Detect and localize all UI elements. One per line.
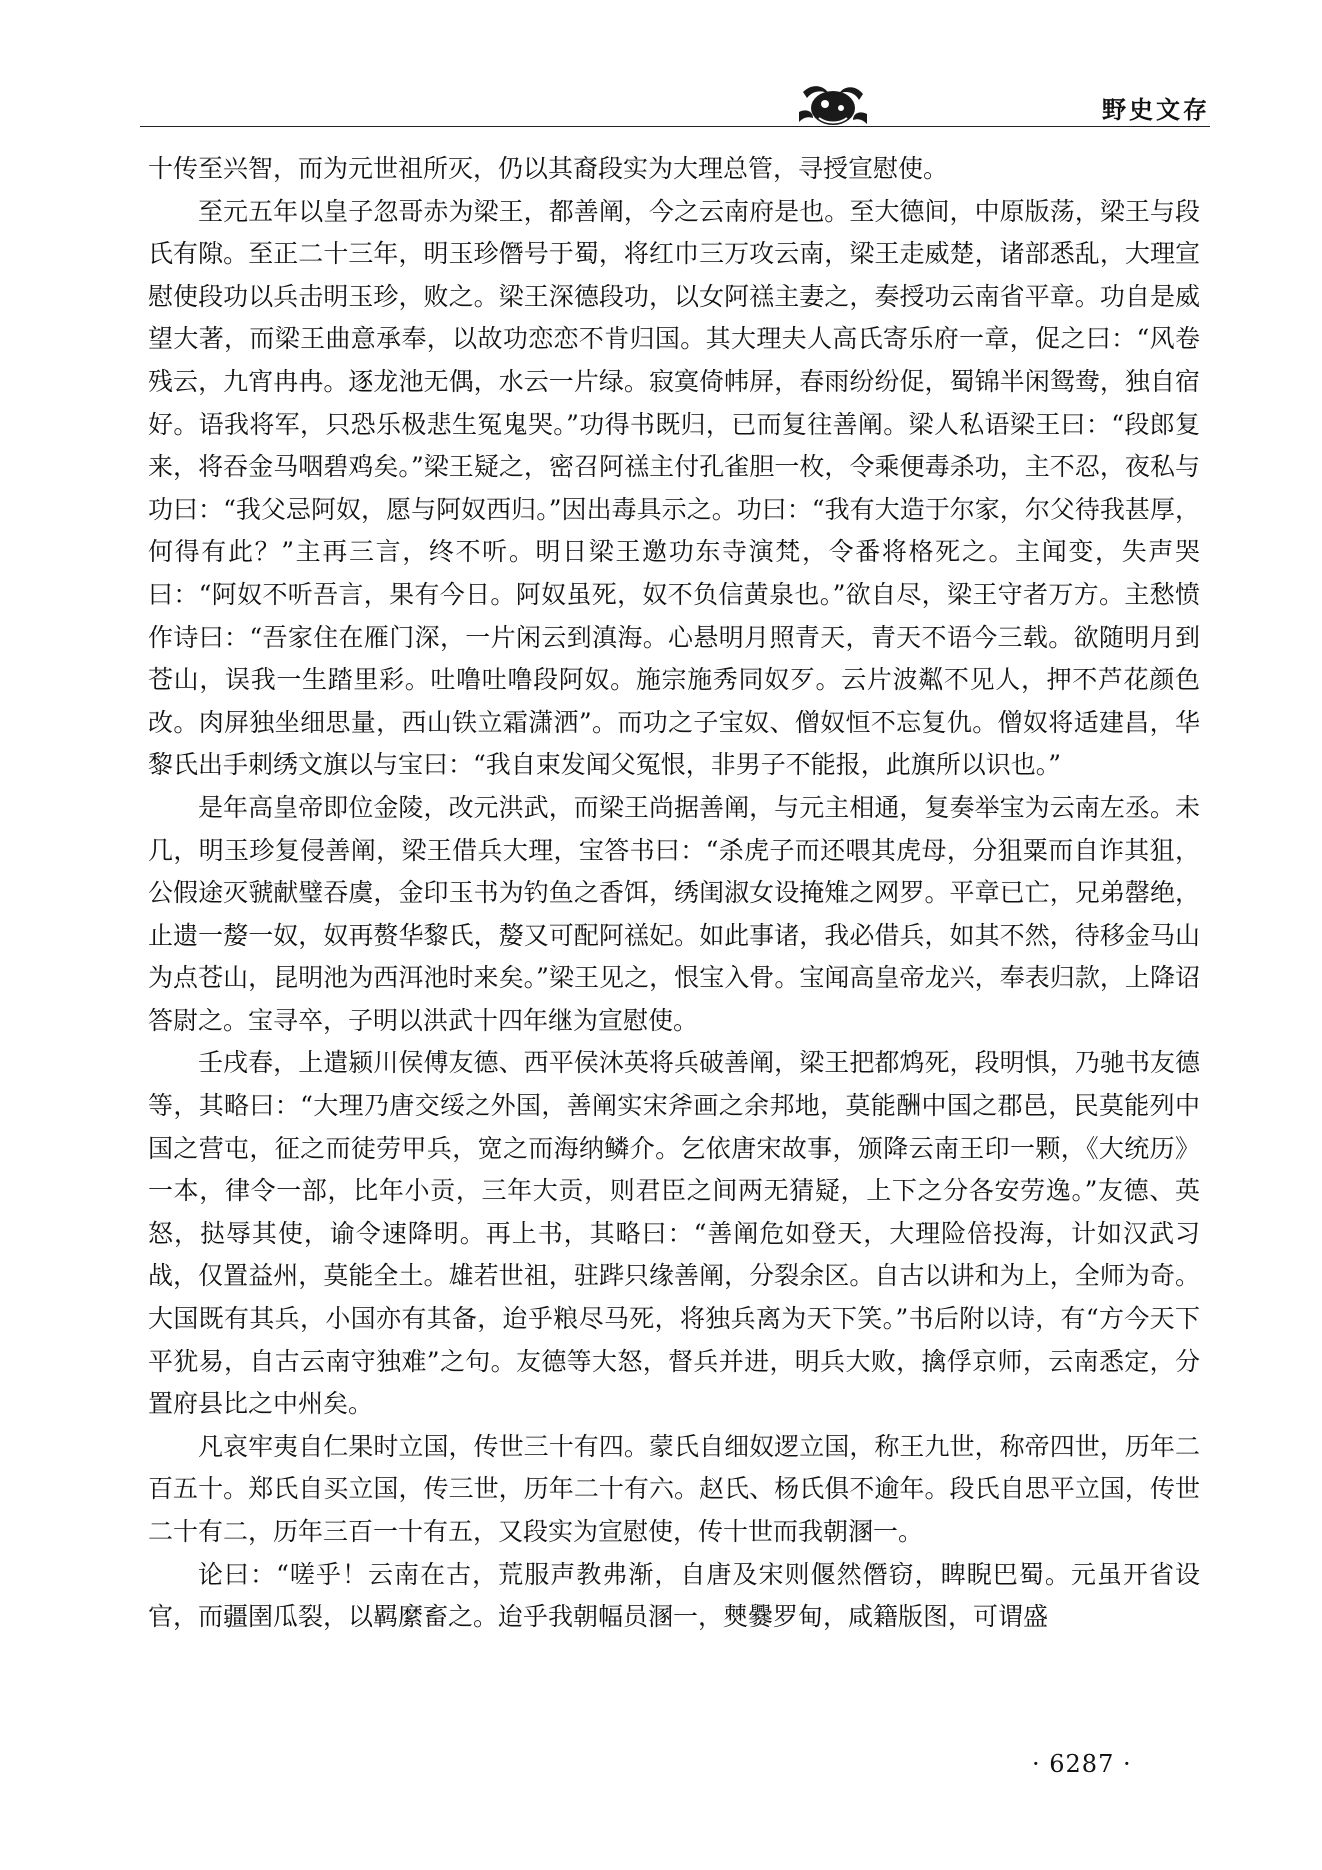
paragraph: 凡哀牢夷自仁果时立国，传世三十有四。蒙氏自细奴逻立国，称王九世，称帝四世，历年二百五十。郑氏自买立国，传三世，历年二十有六。赵氏、杨氏俱不逾年。段氏自思平立国，传世二十有二，历年三百一十有五，又段实为宣慰使，传十世而我朝溷一。 (148, 1431, 1200, 1546)
paragraph: 是年高皇帝即位金陵，改元洪武，而梁王尚据善阐，与元主相通，复奏举宝为云南左丞。未几，明玉珍复侵善阐，梁王借兵大理，宝答书曰：“杀虎子而还喂其虎母，分狙粟而自诈其狙，公假途灭虢献璧吞虞，金印玉书为钓鱼之香饵，绣闺淑女设掩雉之网罗。平章已亡，兄弟罄绝，止遗一嫠一奴，奴再赘华黎氏，嫠又可配阿禚妃。如此事诸，我必借兵，如其不然，待移金马山为点苍山，昆明池为西洱池时来矣。”梁王见之，恨宝入骨。宝闻高皇帝龙兴，奉表归款，上降诏答尉之。宝寻卒，子明以洪武十四年继为宣慰使。 (148, 792, 1200, 1035)
running-header (140, 78, 1210, 138)
body-text (148, 148, 1200, 1639)
page-number: · 6287 · (1032, 1750, 1132, 1778)
header-title: 野史文存 (1102, 96, 1210, 124)
paragraph: 壬戌春，上遣颍川侯傅友德、西平侯沐英将兵破善阐，梁王把都鸩死，段明惧，乃驰书友德等，其略曰：“大理乃唐交绥之外国，善阐实宋斧画之余邦地，莫能酬中国之郡邑，民莫能列中国之营屯，征之而徒劳甲兵，宽之而海纳鳞介。乞依唐宋故事，颁降云南王印一颗，《大统历》一本，律令一部，比年小贡，三年大贡，则君臣之间两无猜疑，上下之分各安劳逸。”友德、英怒，挞辱其使，谕令速降明。再上书，其略曰：“善阐危如登天，大理险倍投海，计如汉武习战，仅置益州，莫能全土。雄若世祖，驻跸只缘善阐，分裂余区。自古以讲和为上，全师为奇。大国既有其兵，小国亦有其备，迨乎粮尽马死，将独兵离为天下笑。”书后附以诗，有“方今天下平犹易，自古云南守独难”之句。友德等大怒，督兵并进，明兵大败，擒俘京师，云南悉定，分置府县比之中州矣。 (148, 1048, 1200, 1419)
paragraph: 至元五年以皇子忽哥赤为梁王，都善阐，今之云南府是也。至大德间，中原版荡，梁王与段氏有隙。至正二十三年，明玉珍僭号于蜀，将红巾三万攻云南，梁王走威楚，诸部悉乱，大理宣慰使段功以兵击明玉珍，败之。梁王深德段功，以女阿禚主妻之，奏授功云南省平章。功自是威望大著，而梁王曲意承奉，以故功恋恋不肯归国。其大理夫人高氏寄乐府一章，促之曰：“风卷残云，九宵冉冉。逐龙池无偶，水云一片绿。寂寞倚帏屏，春雨纷纷促，蜀锦半闲鸳鸯，独自宿好。语我将军，只恐乐极悲生冤鬼哭。”功得书既归，已而复往善阐。梁人私语梁王曰：“段郎复来，将吞金马咽碧鸡矣。”梁王疑之，密召阿禚主付孔雀胆一枚，令乘便毒杀功，主不忍，夜私与功曰：“我父忌阿奴，愿与阿奴西归。”因出毒具示之。功曰：“我有大造于尔家，尔父待我甚厚，何得有此？”主再三言，终不听。明日梁王邀功东寺演梵，令番将格死之。主闻变，失声哭曰：“阿奴不听吾言，果有今日。阿奴虽死，奴不负信黄泉也。”欲自尽，梁王守者万方。主愁愤作诗曰：“吾家住在雁门深，一片闲云到滇海。心悬明月照青天，青天不语今三载。欲随明月到苍山，误我一生踏里彩。吐噜吐噜段阿奴。施宗施秀同奴歹。云片波粼不见人，押不芦花颜色改。肉屏独坐细思量，西山铁立霜潇洒”。而功之子宝奴、僧奴恒不忘复仇。僧奴将适建昌，华黎氏出手刺绣文旗以与宝曰：“我自束发闻父冤恨，非男子不能报，此旗所以识也。” (148, 196, 1200, 780)
paragraph: 十传至兴智，而为元世祖所灭，仍以其裔段实为大理总管，寻授宣慰使。 (148, 154, 949, 183)
paragraph: 论曰：“嗟乎！云南在古，荒服声教弗渐，自唐及宋则偃然僭窃，睥睨巴蜀。元虽开省设官，而疆圉瓜裂，以羁縻畜之。迨乎我朝幅员溷一，僰爨罗甸，咸籍版图，可谓盛 (148, 1559, 1200, 1632)
header-rule (140, 126, 1210, 127)
